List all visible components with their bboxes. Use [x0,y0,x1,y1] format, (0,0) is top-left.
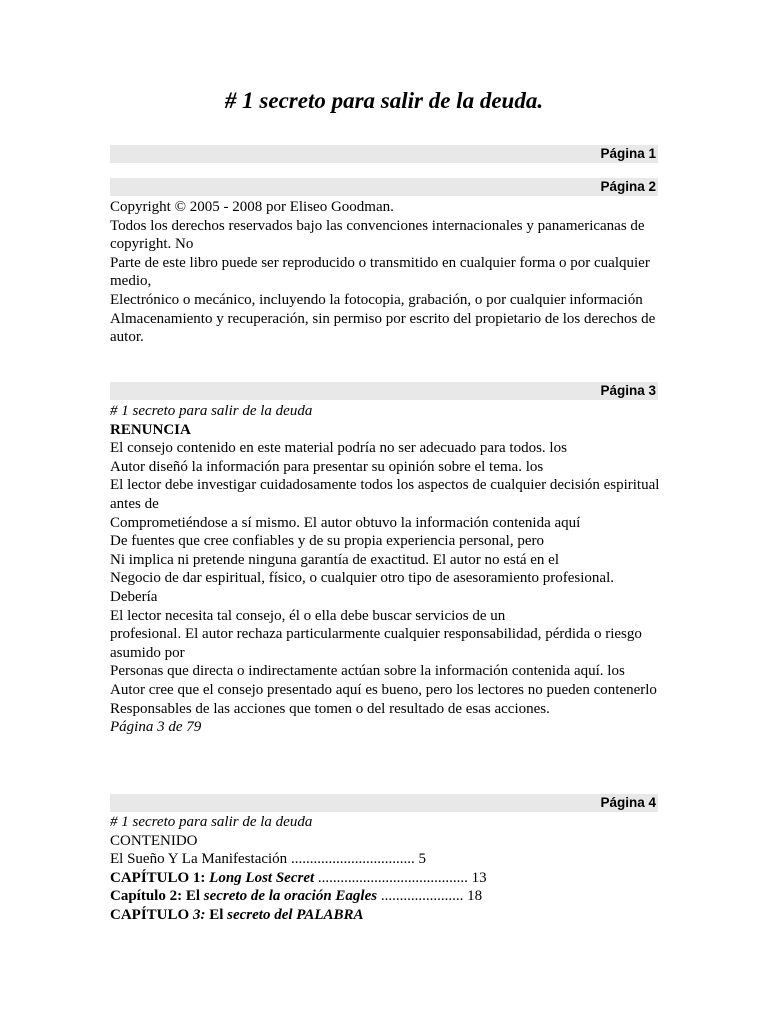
toc-entry-title: Long Lost Secret [209,869,315,886]
document-title: # 1 secreto para salir de la deuda. [224,88,544,113]
disclaimer-line: De fuentes que cree confiables y de su propia experiencia personal, pero [110,533,544,550]
page-footer: Página 3 de 79 [110,719,202,736]
toc-entry-label: El Sueño Y La Manifestación [110,851,288,868]
disclaimer-line: Ni implica ni pretende ninguna garantía de exactitud. El autor no está en el [110,551,560,568]
toc-leader: ........................................ [314,869,468,886]
toc-entry [110,850,662,869]
disclaimer-line: Autor diseñó la información para presentar su opinión sobre el tema. los [110,458,544,475]
toc-entry-number: 3: [192,906,206,923]
disclaimer-line: Negocio de dar espiritual, físico, o cualquier otro tipo de asesoramiento profesional. Debería [110,570,615,605]
disclaimer-line: El consejo contenido en este material podría no ser adecuado para todos. los [110,440,567,457]
copyright-block [110,198,662,347]
section-heading: CONTENIDO [110,832,198,849]
disclaimer-line: Personas que directa o indirectamente actúan sobre la información contenida aquí. los [110,663,625,680]
section-heading: RENUNCIA [110,421,191,438]
toc-leader: ...................... [377,888,464,905]
disclaimer-line: Autor cree que el consejo presentado aquí es bueno, pero los lectores no pueden contenerlo [110,681,657,698]
toc-page-number: 18 [467,888,483,905]
disclaimer-line: Comprometiéndose a sí mismo. El autor obtuvo la información contenida aquí [110,514,581,531]
copyright-line: Parte de este libro puede ser reproducido o transmitido en cualquier forma o por cualquier medio, [110,254,650,290]
page-label-3: Página 3 [110,382,658,400]
toc-entry-label: CAPÍTULO 1: [110,869,210,886]
toc-entry-label: Capítulo 2: El [110,888,204,905]
copyright-line: Copyright © 2005 - 2008 por Eliseo Goodman. [110,199,394,215]
toc-page-number: 13 [471,869,487,886]
copyright-line: Todos los derechos reservados bajo las convenciones internacionales y panamericanas de copyright. No [110,217,645,253]
contents-block [110,813,662,925]
toc-entry [110,906,662,925]
disclaimer-line: Responsables de las acciones que tomen o del resultado de esas acciones. [110,700,550,717]
copyright-line: Almacenamiento y recuperación, sin permiso por escrito del propietario de los derechos de autor. [110,310,656,346]
toc-page-number: 5 [418,851,426,868]
page-label-1: Página 1 [110,145,658,163]
toc-entry-label: El [205,906,228,923]
running-header: # 1 secreto para salir de la deuda [110,403,313,419]
toc-leader: ................................. [287,851,415,868]
disclaimer-line: El lector debe investigar cuidadosamente todos los aspectos de cualquier decisión espiritual antes de [110,477,660,512]
page-label-4: Página 4 [110,794,658,812]
toc-entry [110,869,662,888]
disclaimer-block [110,402,662,737]
toc-entry-title: secreto de la oración Eagles [203,888,378,905]
copyright-line: Electrónico o mecánico, incluyendo la fotocopia, grabación, o por cualquier información [110,291,643,308]
disclaimer-line: El lector necesita tal consejo, él o ella debe buscar servicios de un [110,607,506,624]
page-label-2: Página 2 [110,178,658,196]
toc-entry [110,887,662,906]
toc-entry-title: secreto del PALABRA [227,906,364,923]
toc-entry-label: CAPÍTULO [110,906,193,923]
running-header: # 1 secreto para salir de la deuda [110,814,313,830]
disclaimer-line: profesional. El autor rechaza particularmente cualquier responsabilidad, pérdida o riesgo asumido por [110,626,642,661]
